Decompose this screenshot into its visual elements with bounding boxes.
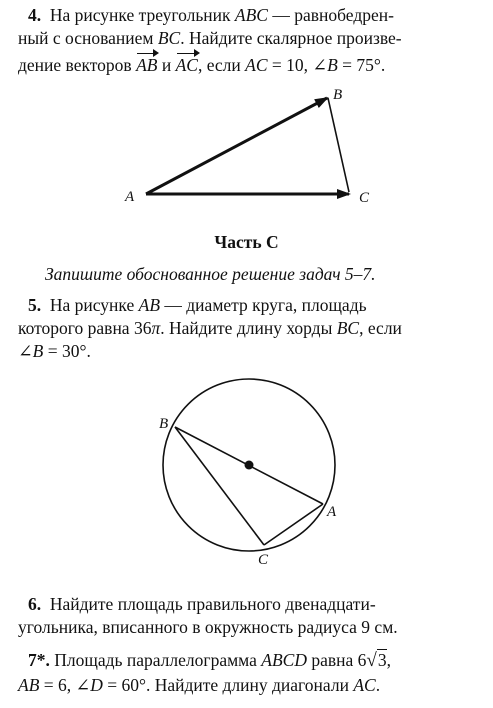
problem-7-line-2 bbox=[18, 674, 484, 697]
label-a-2: A bbox=[327, 504, 337, 520]
problem-5-number: 5. bbox=[28, 295, 42, 315]
text: = 6, ∠ bbox=[39, 675, 91, 695]
text: Площадь параллелограмма bbox=[54, 650, 262, 670]
problem-5-line-2 bbox=[18, 317, 484, 340]
text: = 60°. Найдите длину диагонали bbox=[102, 675, 354, 695]
vector-ab: AB bbox=[136, 55, 158, 75]
text: . Найдите длину хорды bbox=[160, 318, 337, 338]
text: = 75°. bbox=[337, 55, 386, 75]
label-c-1: C bbox=[359, 190, 370, 206]
problem-5-line-1 bbox=[18, 294, 484, 317]
text: которого равна 36 bbox=[18, 318, 152, 338]
text: — равнобедрен- bbox=[267, 5, 394, 25]
text: = 10, ∠ bbox=[267, 55, 328, 75]
text: = 30°. bbox=[43, 341, 91, 361]
part-heading: Часть С bbox=[214, 232, 279, 252]
text: — диаметр круга, площадь bbox=[160, 295, 367, 315]
math-b: B bbox=[327, 55, 338, 75]
problem-6-line-2: угольника, вписанного в окружность радиуса 9 см. bbox=[18, 617, 398, 637]
math-abc: ABC bbox=[234, 5, 268, 25]
problem-5-line-3 bbox=[18, 340, 484, 363]
text: , bbox=[386, 650, 391, 670]
text: . Найдите скалярное произве- bbox=[180, 28, 402, 48]
segment-bc bbox=[328, 98, 349, 192]
math-bc: BC bbox=[336, 318, 360, 338]
sqrt-radicand: 3 bbox=[377, 650, 387, 670]
part-instruction: Запишите обоснованное решение задач 5–7. bbox=[45, 264, 376, 284]
vector-ab-arrow bbox=[146, 98, 327, 194]
problem-6-number: 6. bbox=[28, 594, 42, 614]
text: , если bbox=[359, 318, 402, 338]
math-abcd: ABCD bbox=[261, 650, 307, 670]
text: дение векторов bbox=[18, 55, 137, 75]
text: , если bbox=[197, 55, 246, 75]
text: На рисунке bbox=[49, 295, 139, 315]
math-ab: AB bbox=[138, 295, 161, 315]
text: На рисунке треугольник bbox=[49, 5, 235, 25]
problem-7-number: 7*. bbox=[28, 650, 50, 670]
text: равна 6 bbox=[306, 650, 367, 670]
text: Найдите площадь правильного двенадцати- bbox=[49, 594, 376, 614]
text: ный с основанием bbox=[18, 28, 158, 48]
math-bc: BC bbox=[157, 28, 181, 48]
label-b-2: B bbox=[159, 416, 169, 432]
math-d: D bbox=[90, 675, 103, 695]
sqrt-symbol: √ bbox=[366, 650, 377, 671]
text: и bbox=[157, 55, 176, 75]
circle-center-point bbox=[245, 461, 254, 470]
problem-7 bbox=[18, 649, 484, 697]
problem-4-number: 4. bbox=[28, 5, 42, 25]
text: . bbox=[375, 675, 381, 695]
math-ac: AC bbox=[353, 675, 376, 695]
problem-7-line-1 bbox=[18, 649, 484, 672]
math-ac: AC bbox=[245, 55, 268, 75]
label-b-1: B bbox=[333, 87, 343, 103]
vector-ac: AC bbox=[175, 55, 198, 75]
chord-bc bbox=[175, 427, 264, 545]
label-a-1: A bbox=[125, 189, 135, 205]
problem-5 bbox=[18, 294, 484, 363]
math-pi: π bbox=[151, 318, 161, 338]
math-ab: AB bbox=[18, 675, 40, 695]
label-c-2: C bbox=[258, 552, 269, 568]
problem-6 bbox=[18, 593, 484, 639]
math-b: B bbox=[32, 341, 44, 361]
problem-6-line-1 bbox=[18, 593, 484, 616]
angle-symbol: ∠ bbox=[18, 341, 33, 361]
